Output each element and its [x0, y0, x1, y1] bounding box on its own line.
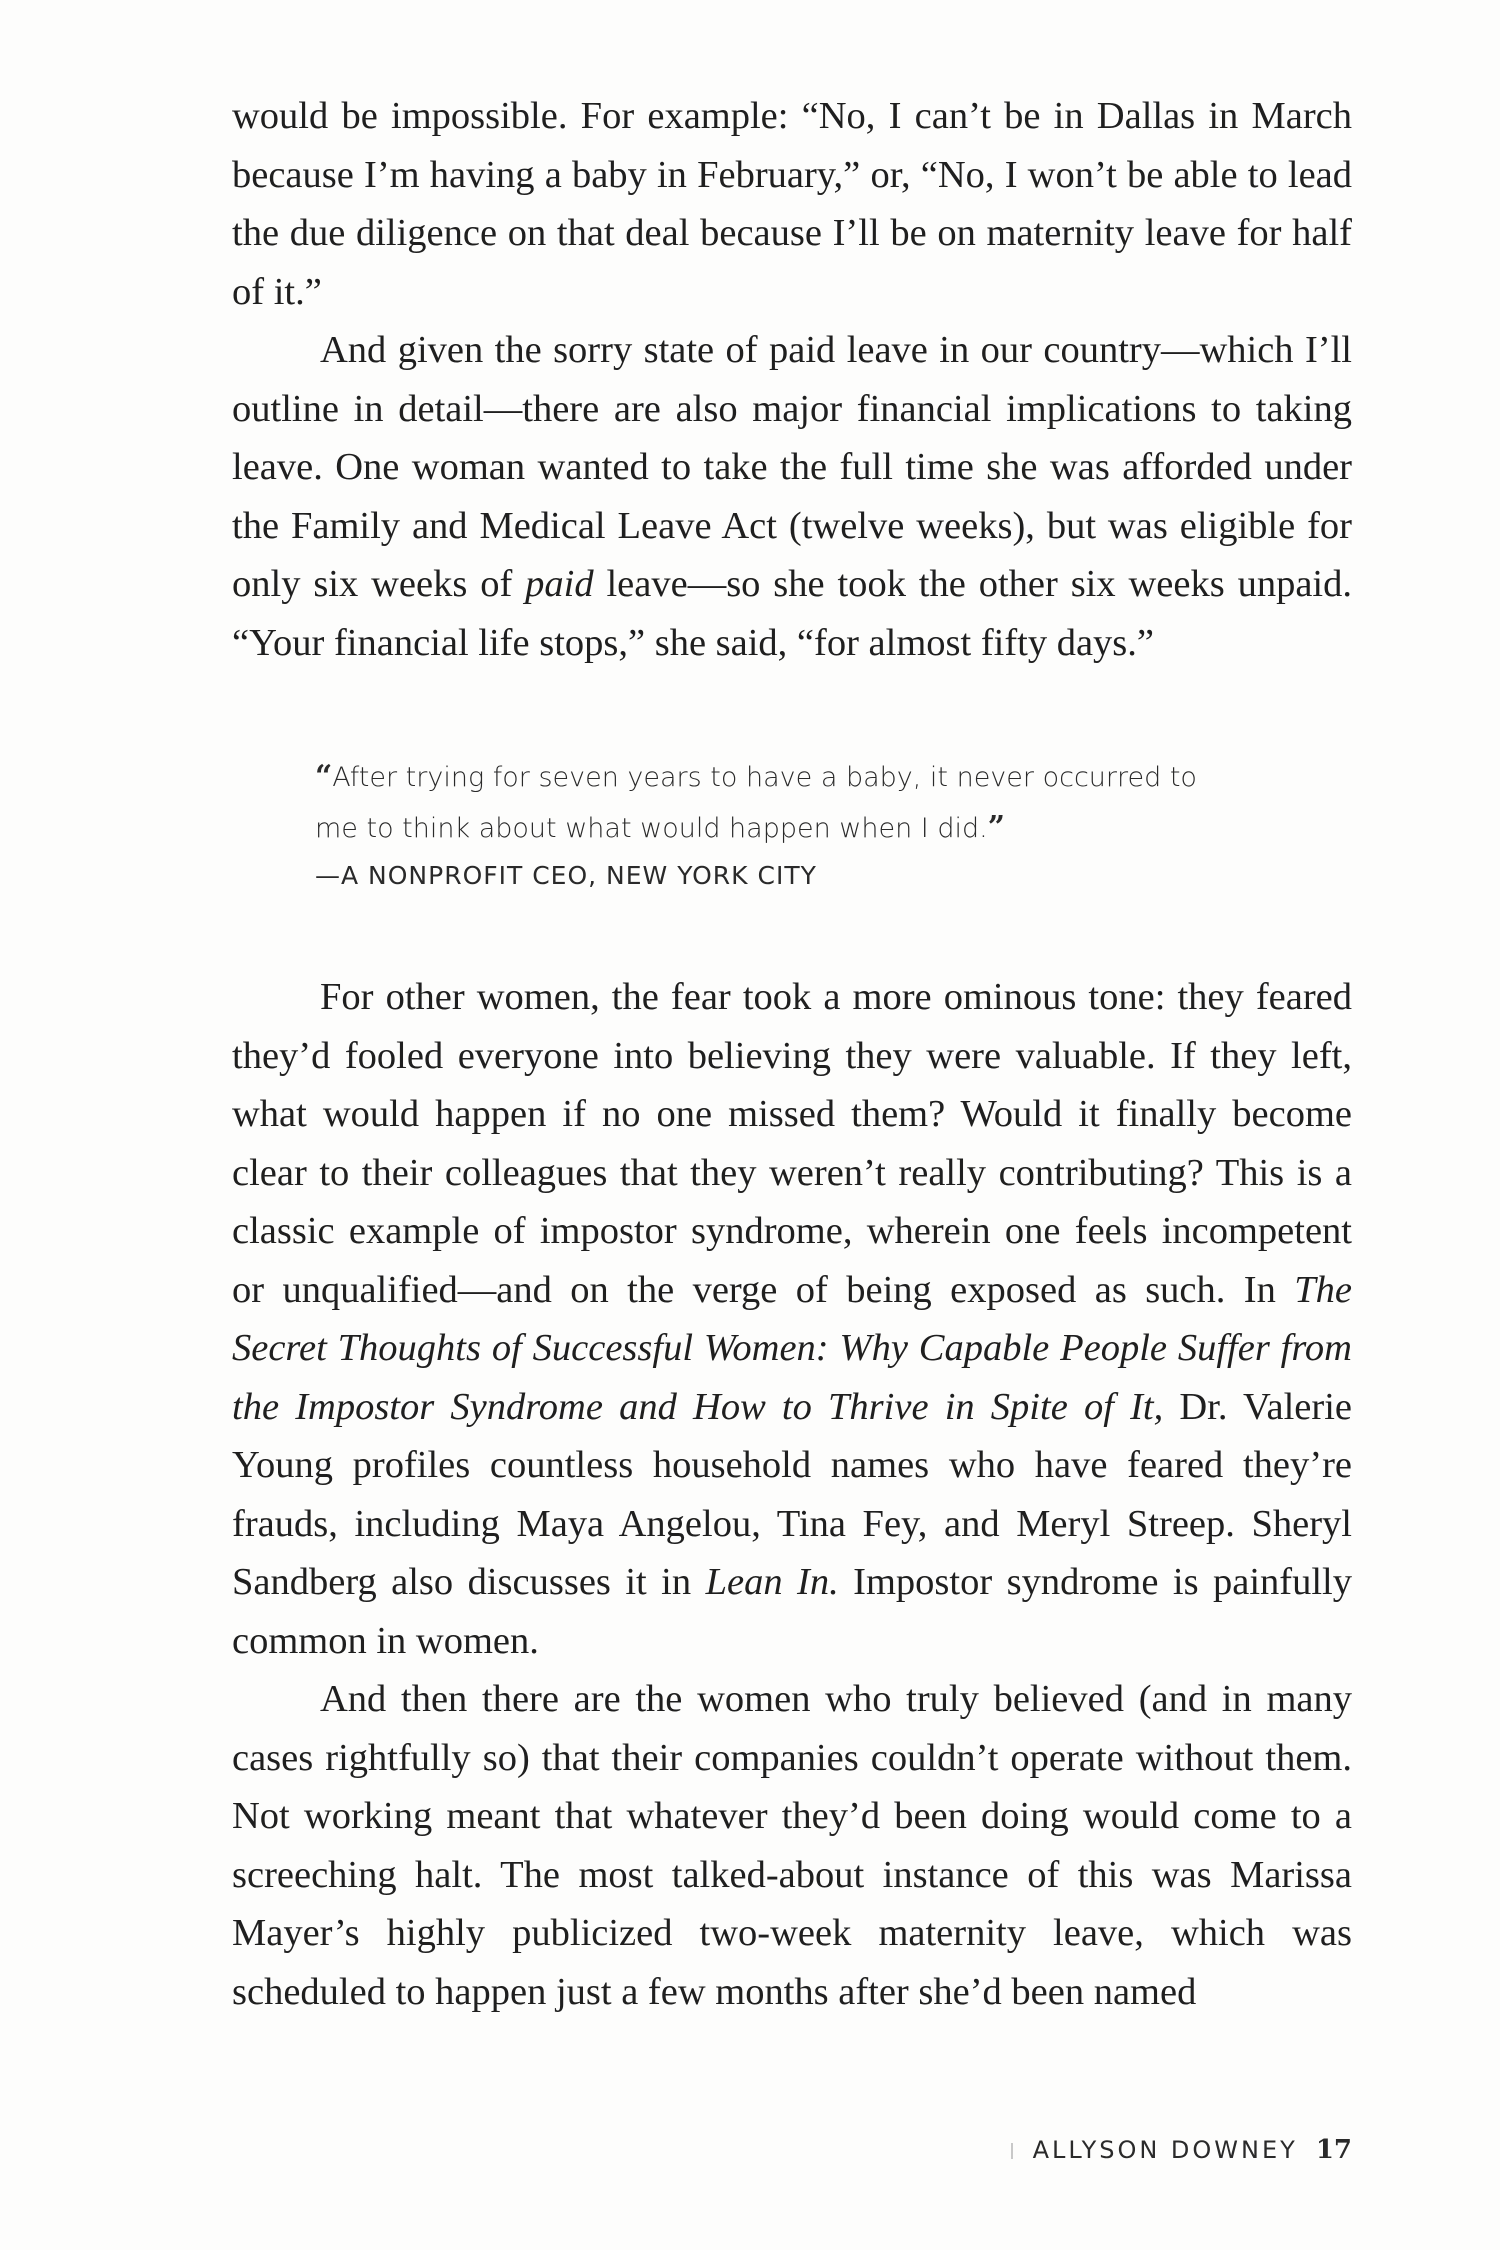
paragraph-1: would be impossible. For example: “No, I can’t be in Dallas in March because I’m having a baby in February,” or, “No, I won’t be able to lead the due diligence on that deal because I’ll be on maternity leave for half of it.” — [232, 95, 1352, 313]
pull-quote-text — [315, 752, 1215, 854]
paragraph-3-end: Impostor syndrome is painfully common in women. — [232, 1561, 1352, 1662]
paragraph-2-end: leave—so she took the other six weeks unpaid. “Your financial life stops,” she said, “for almost fifty days.” — [232, 563, 1352, 664]
body-text-bottom — [232, 968, 1352, 2021]
book-title-lean-in: Lean In. — [705, 1561, 839, 1603]
book-title-secret-thoughts: The Secret Thoughts of Successful Women: Why Capable People Suffer from the Impostor Syndrome and How to Thrive in Spite of It, — [232, 1268, 1352, 1428]
footer-author: ALLYSON DOWNEY — [1032, 2136, 1298, 2164]
body-text-top — [232, 87, 1352, 672]
paragraph-2-emphasis: paid — [525, 563, 594, 605]
open-quote-mark: “ — [315, 759, 333, 794]
footer-divider — [1011, 2143, 1013, 2159]
paragraph-4: And then there are the women who truly believed (and in many cases rightfully so) that their companies couldn’t operate without them. Not working meant that whatever they’d been doing would come to a screeching halt. The most talked-about instance of this was Marissa Mayer’s highly publicized two-week maternity leave, which was scheduled to happen just a few months after she’d been named — [232, 1678, 1352, 2013]
paragraph-3-start: For other women, the fear took a more ominous tone: they feared they’d fooled everyone into believing they were valuable. If they left, what would happen if no one missed them? Would it finally become clear to their colleagues that they weren’t really contributing? This is a classic example of impostor syndrome, wherein one feels incompetent or unqualified—and on the verge of being exposed as such. In — [232, 976, 1352, 1311]
page-number: 17 — [1315, 2135, 1352, 2165]
paragraph-3-middle: Dr. Valerie Young profiles countless household names who have feared they’re frauds, including Maya Angelou, Tina Fey, and Meryl Streep. Sheryl Sandberg also discusses it in — [232, 1385, 1352, 1603]
paragraph-2 — [232, 321, 1352, 672]
pull-quote-body: After trying for seven years to have a baby, it never occurred to me to think about what would happen when I did. — [315, 762, 1197, 844]
paragraph-3 — [232, 968, 1352, 1670]
pull-quote-attribution: —A NONPROFIT CEO, NEW YORK CITY — [315, 861, 817, 890]
paragraph-2-start: And given the sorry state of paid leave in our country—which I’ll outline in detail—there are also major financial implications to taking leave. One woman wanted to take the full time she was afforded under the Family and Medical Leave Act (twelve weeks), but was eligible for only six weeks of — [232, 329, 1352, 605]
page-footer — [1011, 2135, 1352, 2165]
pull-quote — [315, 752, 1215, 896]
close-quote-mark: ” — [987, 810, 1005, 845]
